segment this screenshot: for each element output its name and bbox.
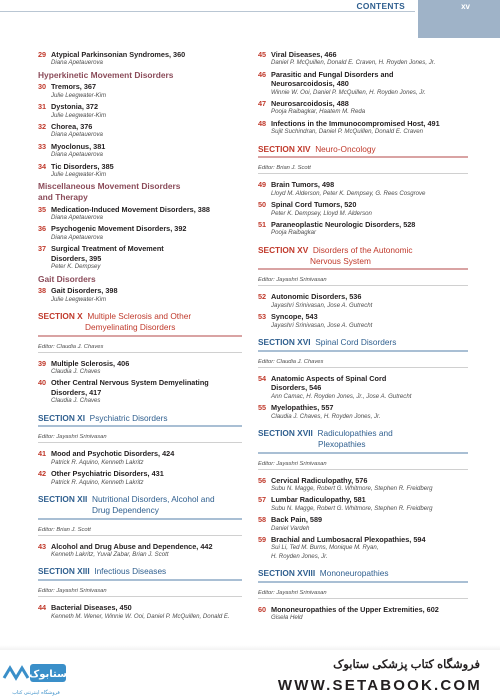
toc-entry[interactable] <box>38 542 242 560</box>
toc-entry[interactable] <box>38 286 242 304</box>
section-editor: Editor: Jayashri Srinivasan <box>258 277 468 286</box>
chapter-number: 43 <box>38 541 47 551</box>
chapter-title-cont: Disorders, 546 <box>271 383 322 393</box>
toc-entry[interactable] <box>38 50 242 68</box>
section-title-cont: Plexopathies <box>318 438 366 449</box>
section-heading-xiii <box>38 566 242 581</box>
chapter-title-cont: Disorders, 395 <box>51 253 102 263</box>
chapter-title: Other Psychiatric Disorders, 431 <box>51 469 164 479</box>
section-editor: Editor: Jayashri Srinivasan <box>258 461 468 470</box>
toc-entry[interactable] <box>38 244 242 271</box>
toc-entry[interactable] <box>258 70 468 97</box>
chapter-title: Myoclonus, 381 <box>51 141 106 151</box>
section-title <box>38 413 242 424</box>
chapter-title: Infections in the Immunocompromised Host, 491 <box>271 118 440 128</box>
section-title <box>258 337 468 348</box>
chapter-authors: Subu N. Magge, Robert G. Whitmore, Stephen R. Freidberg <box>271 504 433 512</box>
chapter-authors: Kenneth M. Wener, Winnie W. Ooi, Daniel P. McQuillen, Donald E. <box>51 612 230 620</box>
toc-entry[interactable] <box>38 469 242 487</box>
chapter-number: 45 <box>258 50 267 59</box>
chapter-title: Other Central Nervous System Demyelinating <box>51 378 209 388</box>
section-rule <box>38 579 242 581</box>
chapter-number: 38 <box>38 286 47 296</box>
toc-entry[interactable] <box>38 603 242 621</box>
chapter-number: 60 <box>258 604 267 614</box>
toc-entry[interactable] <box>258 476 468 494</box>
subheading-line: and Therapy <box>38 192 88 203</box>
toc-entry[interactable] <box>258 99 468 117</box>
section-editor: Editor: Claudia J. Chaves <box>258 359 468 368</box>
chapter-authors: Ann Camac, H. Royden Jones, Jr., Jose A. Gutrecht <box>271 392 412 400</box>
chapter-number: 29 <box>38 50 47 59</box>
section-title-text: Disorders of the Autonomic <box>312 244 413 255</box>
section-title <box>38 494 242 505</box>
section-label: SECTION XVII <box>258 427 313 438</box>
section-rule <box>38 335 242 337</box>
chapter-number: 57 <box>258 495 267 505</box>
section-heading-xii <box>38 494 242 520</box>
toc-entry[interactable] <box>38 122 242 140</box>
chapter-authors: Pooja Raibagkar <box>271 229 317 237</box>
chapter-authors: Peter K. Dempsey <box>51 263 101 271</box>
toc-entry[interactable] <box>258 312 468 330</box>
chapter-authors: Claudia J. Chaves <box>51 397 101 405</box>
chapter-title: Spinal Cord Tumors, 520 <box>271 200 357 210</box>
chapter-title-cont: Disorders, 417 <box>51 387 102 397</box>
section-title-cont: Drug Dependency <box>92 504 159 515</box>
section-label: SECTION XVI <box>258 337 311 348</box>
chapter-authors: Kenneth Lakritz, Yuval Zabar, Brian J. Scott <box>51 550 169 558</box>
chapter-number: 44 <box>38 603 47 613</box>
chapter-title-cont: Neurosarcoidosis, 480 <box>271 79 349 89</box>
toc-entry[interactable] <box>258 50 468 68</box>
chapter-number: 35 <box>38 204 47 214</box>
chapter-title: Multiple Sclerosis, 406 <box>51 358 130 368</box>
section-label: SECTION XVIII <box>258 568 316 579</box>
toc-entry[interactable] <box>38 102 242 120</box>
page-number: xv <box>461 2 470 11</box>
chapter-title: Back Pain, 589 <box>271 515 323 525</box>
section-heading-xv <box>258 245 468 271</box>
chapter-number: 58 <box>258 515 267 525</box>
toc-entry[interactable] <box>258 374 468 401</box>
section-title-text: Infectious Diseases <box>94 566 167 577</box>
toc-entry[interactable] <box>38 82 242 100</box>
page-header <box>0 0 500 38</box>
section-title <box>258 568 468 579</box>
section-title-cont: Demyelinating Disorders <box>85 321 176 332</box>
section-label: SECTION XV <box>258 244 309 255</box>
chapter-authors: Daniel Vardeh <box>271 524 310 532</box>
chapter-number: 33 <box>38 141 47 151</box>
toc-entry[interactable] <box>258 200 468 218</box>
chapter-number: 47 <box>258 99 267 109</box>
chapter-authors: Julie Leegwater-Kim <box>51 171 107 179</box>
section-label: SECTION XIII <box>38 566 90 577</box>
section-label: SECTION XII <box>38 493 88 504</box>
chapter-authors: Sujit Suchindran, Daniel P. McQuillen, Donald E. Craven <box>271 128 423 136</box>
section-heading-xviii <box>258 568 468 583</box>
chapter-title: Autonomic Disorders, 536 <box>271 292 362 302</box>
chapter-title: Viral Diseases, 466 <box>271 50 337 59</box>
section-title-text: Psychiatric Disorders <box>89 412 168 423</box>
chapter-title: Myelopathies, 557 <box>271 403 334 413</box>
chapter-title: Dystonia, 372 <box>51 102 99 112</box>
section-rule <box>258 156 468 158</box>
chapter-authors: Patrick R. Aquino, Kenneth Lakritz <box>51 458 144 466</box>
chapter-authors: Daniel P. McQuillen, Donald E. Craven, H. Royden Jones, Jr. <box>271 59 436 67</box>
chapter-number: 55 <box>258 403 267 413</box>
section-editor: Editor: Jayashri Srinivasan <box>38 434 242 443</box>
section-editor: Editor: Brian J. Scott <box>258 165 468 174</box>
chapter-title: Brachial and Lumbosacral Plexopathies, 594 <box>271 534 426 544</box>
section-title <box>38 566 242 577</box>
chapter-number: 46 <box>258 69 267 79</box>
toc-entry[interactable] <box>258 515 468 533</box>
section-label: SECTION XIV <box>258 143 311 154</box>
chapter-authors: Pooja Raibagkar, Haatem M. Reda <box>271 108 366 116</box>
section-heading-xvi <box>258 337 468 352</box>
toc-entry[interactable] <box>38 205 242 223</box>
chapter-number: 56 <box>258 475 267 485</box>
subheading-line: Miscellaneous Movement Disorders <box>38 181 181 192</box>
section-heading-xi <box>38 413 242 428</box>
section-label: SECTION X <box>38 310 83 321</box>
toc-entry[interactable] <box>258 220 468 238</box>
section-rule <box>258 452 468 454</box>
subheading-miscellaneous <box>38 181 242 202</box>
header-rule <box>0 11 415 12</box>
section-title-text: Radiculopathies and <box>317 427 393 438</box>
chapter-authors: Subu N. Magge, Robert G. Whitmore, Stephen R. Freidberg <box>271 484 433 492</box>
chapter-authors-cont: H. Royden Jones, Jr. <box>271 552 328 560</box>
section-label: SECTION XI <box>38 412 86 423</box>
toc-entry[interactable] <box>258 292 468 310</box>
watermark-footer <box>0 650 500 700</box>
chapter-title: Parasitic and Fungal Disorders and <box>271 69 394 79</box>
chapter-number: 54 <box>258 373 267 383</box>
logo-wordmark: ستابوک <box>29 669 67 680</box>
store-name: فروشگاه کتاب پزشکی ستابوک <box>333 659 480 671</box>
chapter-title: Cervical Radiculopathy, 576 <box>271 475 368 485</box>
chapter-title: Medication-Induced Movement Disorders, 388 <box>51 204 210 214</box>
header-label: CONTENTS <box>356 1 405 11</box>
section-editor: Editor: Jayashri Srinivasan <box>38 588 242 597</box>
chapter-title: Bacterial Diseases, 450 <box>51 603 132 613</box>
toc-entry[interactable] <box>38 359 242 377</box>
chapter-title: Mononeuropathies of the Upper Extremities, 602 <box>271 604 439 614</box>
toc-entry[interactable] <box>38 378 242 405</box>
chapter-authors: Claudia J. Chaves <box>51 367 101 375</box>
chapter-number: 36 <box>38 224 47 234</box>
chapter-number: 49 <box>258 180 267 190</box>
chapter-title: Brain Tumors, 498 <box>271 180 335 190</box>
section-title-text: Spinal Cord Disorders <box>315 337 397 348</box>
logo-subtitle: فروشگاه اینترنتی کتاب <box>12 690 60 696</box>
chapter-authors: Diana Apetauerova <box>51 151 103 159</box>
section-editor: Editor: Jayashri Srinivasan <box>258 590 468 599</box>
chapter-authors: Diana Apetauerova <box>51 233 103 241</box>
setabook-logo-icon <box>0 650 72 700</box>
chapter-title: Chorea, 376 <box>51 122 93 132</box>
section-title-text: Mononeuropathies <box>319 568 389 579</box>
header-tab <box>418 0 500 38</box>
chapter-number: 51 <box>258 220 267 230</box>
section-title-text: Multiple Sclerosis and Other <box>87 310 192 321</box>
chapter-title: Anatomic Aspects of Spinal Cord <box>271 373 387 383</box>
chapter-number: 39 <box>38 358 47 368</box>
section-editor: Editor: Claudia J. Chaves <box>38 344 242 353</box>
chapter-authors: Peter K. Dempsey, Lloyd M. Alderson <box>271 209 372 217</box>
chapter-number: 31 <box>38 102 47 112</box>
toc-entry[interactable] <box>258 180 468 198</box>
chapter-title: Lumbar Radiculopathy, 581 <box>271 495 366 505</box>
chapter-title: Psychogenic Movement Disorders, 392 <box>51 224 187 234</box>
store-url[interactable]: WWW.SETABOOK.COM <box>277 677 482 694</box>
chapter-number: 53 <box>258 312 267 322</box>
section-title <box>38 311 242 322</box>
section-heading-xiv <box>258 144 468 159</box>
section-title <box>258 144 468 155</box>
chapter-authors: Jayashri Srinivasan, Jose A. Gutrecht <box>271 321 373 329</box>
section-title <box>258 428 468 439</box>
chapter-authors: Diana Apetauerova <box>51 59 103 67</box>
chapter-number: 41 <box>38 449 47 459</box>
chapter-authors: Winnie W. Ooi, Daniel P. McQuillen, H. Royden Jones, Jr. <box>271 88 426 96</box>
chapter-number: 37 <box>38 244 47 254</box>
chapter-authors: Diana Apetauerova <box>51 131 103 139</box>
chapter-title: Tremors, 367 <box>51 82 97 92</box>
left-column <box>38 50 242 623</box>
toc-entry[interactable] <box>258 535 468 561</box>
chapter-number: 59 <box>258 534 267 544</box>
chapter-authors: Julie Leegwater-Kim <box>51 91 107 99</box>
chapter-title: Mood and Psychotic Disorders, 424 <box>51 449 175 459</box>
toc-entry[interactable] <box>38 224 242 242</box>
section-title-text: Nutritional Disorders, Alcohol and <box>91 493 215 504</box>
section-heading-x <box>38 311 242 337</box>
chapter-title: Paraneoplastic Neurologic Disorders, 528 <box>271 220 416 230</box>
chapter-title: Atypical Parkinsonian Syndromes, 360 <box>51 50 186 59</box>
chapter-authors: Julie Leegwater-Kim <box>51 111 107 119</box>
section-title <box>258 245 468 256</box>
subheading-hyperkinetic: Hyperkinetic Movement Disorders <box>38 69 174 80</box>
section-rule <box>38 518 242 520</box>
chapter-title: Tic Disorders, 385 <box>51 161 114 171</box>
section-rule <box>258 350 468 352</box>
subheading-gait: Gait Disorders <box>38 273 96 284</box>
chapter-authors: Sui Li, Ted M. Burns, Monique M. Ryan, <box>271 544 379 552</box>
chapter-authors: Lloyd M. Alderson, Peter K. Dempsey, G. Rees Cosgrove <box>271 189 426 197</box>
chapter-title: Syncope, 543 <box>271 312 318 322</box>
toc-entry[interactable] <box>38 142 242 160</box>
toc-entry[interactable] <box>258 605 468 623</box>
chapter-title: Gait Disorders, 398 <box>51 286 118 296</box>
toc-entry[interactable] <box>258 495 468 513</box>
section-editor: Editor: Brian J. Scott <box>38 527 242 536</box>
section-heading-xvii <box>258 428 468 454</box>
chapter-number: 30 <box>38 82 47 92</box>
toc-entry[interactable] <box>38 449 242 467</box>
toc-entry[interactable] <box>38 162 242 180</box>
right-column <box>258 50 468 625</box>
section-rule <box>258 581 468 583</box>
section-title-cont: Nervous System <box>310 255 371 266</box>
logo-graphic <box>0 650 72 700</box>
section-rule <box>258 268 468 270</box>
chapter-title: Alcohol and Drug Abuse and Dependence, 442 <box>51 541 213 551</box>
chapter-authors: Gisela Held <box>271 614 303 622</box>
chapter-number: 40 <box>38 378 47 388</box>
chapter-number: 42 <box>38 469 47 479</box>
section-rule <box>38 425 242 427</box>
chapter-authors: Jayashri Srinivasan, Jose A. Gutrecht <box>271 301 373 309</box>
chapter-authors: Patrick R. Aquino, Kenneth Lakritz <box>51 478 144 486</box>
chapter-authors: Julie Leegwater-Kim <box>51 295 107 303</box>
chapter-title: Neurosarcoidosis, 488 <box>271 99 349 109</box>
chapter-authors: Claudia J. Chaves, H. Royden Jones, Jr. <box>271 412 381 420</box>
toc-entry[interactable] <box>258 403 468 421</box>
section-title-text: Neuro-Oncology <box>315 143 376 154</box>
chapter-number: 50 <box>258 200 267 210</box>
chapter-title: Surgical Treatment of Movement <box>51 244 164 254</box>
chapter-authors: Diana Apetauerova <box>51 214 103 222</box>
chapter-number: 34 <box>38 161 47 171</box>
chapter-number: 32 <box>38 122 47 132</box>
chapter-number: 52 <box>258 292 267 302</box>
chapter-number: 48 <box>258 118 267 128</box>
toc-entry[interactable] <box>258 119 468 137</box>
